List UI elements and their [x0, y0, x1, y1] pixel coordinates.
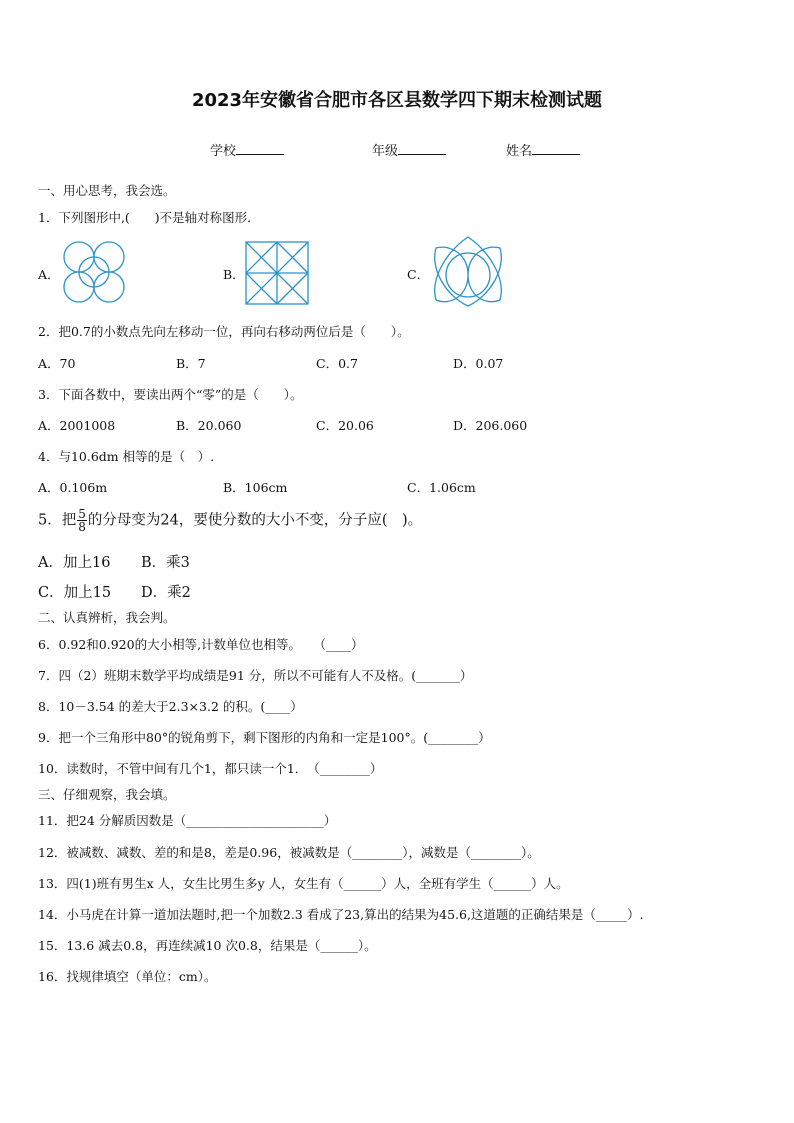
- q5-frac-numerator: 5: [78, 507, 86, 521]
- q4-option-b[interactable]: B．106cm: [223, 480, 288, 495]
- q5-option-d[interactable]: D．乘2: [141, 585, 191, 601]
- q2-option-c[interactable]: C．0.7: [316, 356, 358, 371]
- q4-option-c[interactable]: C．1.06cm: [407, 480, 476, 495]
- q1-stem: 1．下列图形中,( )不是轴对称图形．: [38, 210, 260, 225]
- grade-blank[interactable]: [398, 142, 446, 155]
- q5-option-c[interactable]: C．加上15: [38, 585, 112, 601]
- q8-text: 8．10－3.54 的差大于2.3×3.2 的积。(____）: [38, 699, 303, 714]
- q4-option-a[interactable]: A．0.106m: [38, 480, 108, 495]
- name-label: 姓名: [506, 144, 533, 159]
- q1-figure-a-flower: [60, 240, 130, 306]
- q7-text: 7．四（2）班期末数学平均成绩是91 分，所以不可能有人不及格。(_______）: [38, 668, 473, 683]
- q5-stem-pre: 5．把: [38, 512, 77, 529]
- q13-text: 13．四(1)班有男生x 人，女生比男生多y 人，女生有（______）人，全班有学生（______）人。: [38, 876, 569, 891]
- page-title: 2023年安徽省合肥市各区县数学四下期末检测试题: [191, 90, 603, 111]
- section-2-heading: 二、认真辨析，我会判。: [38, 610, 176, 625]
- name-field: [506, 140, 580, 159]
- q1-figure-b-pinwheel: [244, 240, 310, 306]
- grade-field: [372, 140, 446, 159]
- q1-option-c-label: C．: [407, 267, 430, 282]
- section-1-heading: 一、用心思考，我会选。: [38, 183, 176, 198]
- q3-option-c[interactable]: C．20.06: [316, 418, 374, 433]
- q4-stem: 4．与10.6dm 相等的是（ ）.: [38, 449, 215, 464]
- q14-text: 14．小马虎在计算一道加法题时,把一个加数2.3 看成了23,算出的结果为45.6,这道题的正确结果是（_____）.: [38, 907, 644, 922]
- q16-text: 16．找规律填空（单位：cm）。: [38, 969, 217, 984]
- q1-option-a-label: A．: [38, 267, 60, 282]
- q2-stem: 2．把0.7的小数点先向左移动一位，再向右移动两位后是（ ）。: [38, 324, 410, 339]
- school-blank[interactable]: [236, 142, 284, 155]
- q2-option-a[interactable]: A．70: [38, 356, 76, 371]
- grade-label: 年级: [372, 144, 399, 159]
- school-field: [210, 140, 284, 159]
- q3-option-b[interactable]: B．20.060: [176, 418, 242, 433]
- school-label: 学校: [210, 144, 237, 159]
- q15-text: 15．13.6 减去0.8，再连续减10 次0.8，结果是（______）。: [38, 938, 377, 953]
- q11-text: 11．把24 分解质因数是（______________________）: [38, 813, 337, 828]
- q6-text: 6．0.92和0.920的大小相等,计数单位也相等。 （____）: [38, 637, 364, 652]
- q5-frac-denominator: 8: [78, 520, 86, 534]
- q2-option-b[interactable]: B．7: [176, 356, 206, 371]
- q3-option-d[interactable]: D．206.060: [453, 418, 528, 433]
- q9-text: 9．把一个三角形中80°的锐角剪下，剩下图形的内角和一定是100°。(________）: [38, 730, 491, 745]
- q12-text: 12．被减数、减数、差的和是8，差是0.96，被减数是（________），减数是（________）。: [38, 845, 540, 860]
- q1-figure-c-triquetra: [428, 234, 508, 310]
- q5-option-a[interactable]: A．加上16: [38, 555, 111, 571]
- q3-option-a[interactable]: A．2001008: [38, 418, 116, 433]
- q3-stem: 3．下面各数中，要读出两个“零”的是（ ）。: [38, 387, 303, 402]
- q5-fraction: [77, 508, 87, 533]
- q5-option-b[interactable]: B．乘3: [141, 555, 190, 571]
- section-3-heading: 三、仔细观察，我会填。: [38, 787, 176, 802]
- q5-stem: [38, 508, 422, 533]
- q1-option-b-label: B．: [223, 267, 245, 282]
- q2-option-d[interactable]: D．0.07: [453, 356, 504, 371]
- q10-text: 10．读数时，不管中间有几个1，都只读一个1． （________）: [38, 761, 383, 776]
- name-blank[interactable]: [532, 142, 580, 155]
- q5-stem-post: 的分母变为24，要使分数的大小不变，分子应( )。: [87, 512, 423, 529]
